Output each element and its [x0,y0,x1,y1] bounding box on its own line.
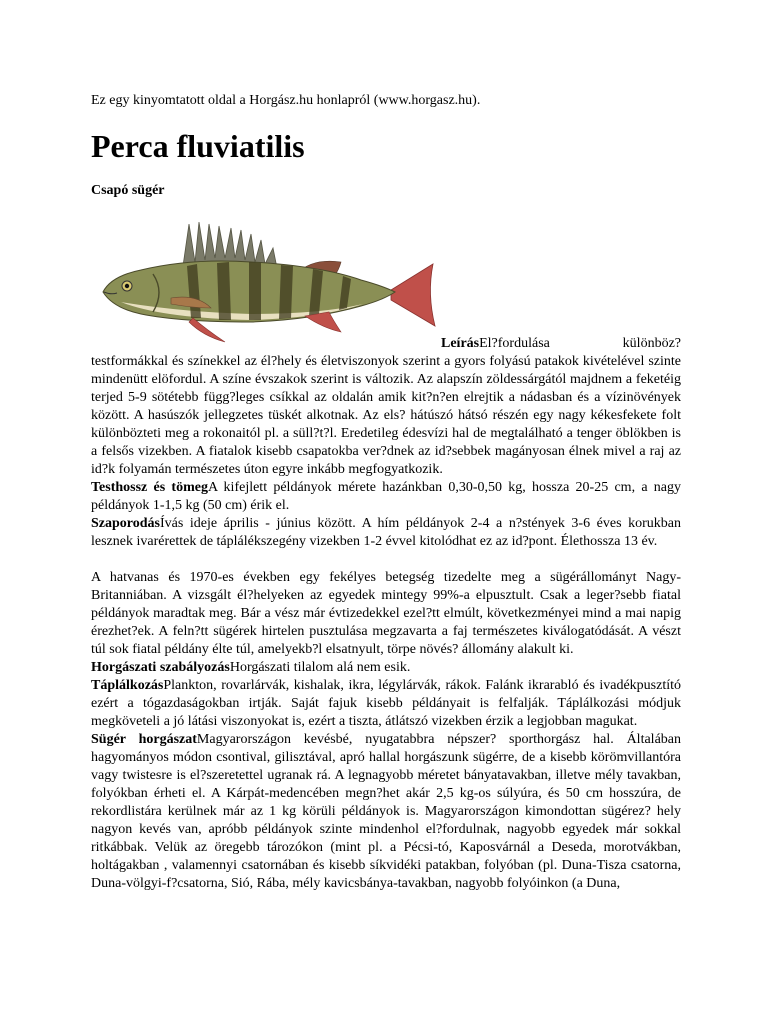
anal-fin [305,312,341,332]
tail-fin [391,264,435,326]
source-note: Ez egy kinyomtatott oldal a Horgász.hu honlapról (www.horgasz.hu). [91,93,481,108]
feeding-paragraph [91,677,681,731]
description-heading: Leírás [441,336,480,351]
article-body [91,335,681,893]
reproduction-text: Ívás ideje április - június között. A hím példányok 2-4 a n?stények 3-6 éves korukban lesznek ivarérettek de táplálékszegény vizekben 1-2 évvel kitolódhat ez az id?pont. Élethossza 13 év. [91,516,681,549]
size-heading: Testhossz és tömeg [91,480,208,495]
size-text: A kifejlett példányok mérete hazánkban 0,30-0,50 kg, hossza 20-25 cm, a nagy példányok 1-1,5 kg (50 cm) érik el. [91,480,681,513]
feeding-text: Plankton, rovarlárvák, kishalak, ikra, légylárvák, rákok. Falánk ikrarabló és ivadékpusztító ezért a tógazdaságokban irtják. Saját fajuk kisebb példányait is felfalják. Táplálkozási módjuk megköveteli a jó látási viszonyokat is, ezért a tiszta, átlátszó vizekben érzik a legjobban magukat. [91,678,681,729]
page-title: Perca fluviatilis [91,128,305,164]
reproduction-paragraph [91,515,681,551]
history-text: A hatvanas és 1970-es években egy fekélyes betegség tizedelte meg a sügérállományt Nagy-Britanniában. A vizsgált él?helyeken az egyedek mintegy 99%-a elpusztult. Csak a leger?sebb fiatal példányok maradtak meg. Bár a vész már évtizedekkel ezel?tt elmúlt, következményei mind a mai napig érezhet?ek. A feln?tt sügérek hirtelen pusztulása megzavarta a faj természetes kiválogatódását. A vészt túl sok fiatal példány élte túl, amelyekb?l elsatnyult, törpe növés? állomány alakult ki. [91,570,681,657]
regulation-text: Horgászati tilalom alá nem esik. [229,660,411,675]
fishing-text: Magyarországon kevésbé, nyugatabbra népszer? sporthorgász hal. Általában hagyományos módon csontival, gilisztával, apró hallal horgászunk sügérre, de a kisebb körömvillantóra vagy twistesre is el?szeretettel ugranak rá. A legnagyobb méretet bányatavakban, illetve mély tavakban, folyókban érheti el. A Kárpát-medencében megn?het akár 2,5 kg-os súlyúra, és 50 cm hosszúra, de rekordlistára kerülnek már az 1 kg körüli példányok is. Magyarországon kimondottan sügérez? hely nagyon kevés van, apróbb példányok szinte mindenhol el?fordulnak, nagyobb egyedek már sokkal ritkábbak. Velük az öregebb tározókon (mint pl. a Pécsi-tó, Kaposvárnál a Deseda, morotvákban, holtágakban , valamennyi csatornában és kisebb síkvidéki patakban, folyóban (pl. Duna-Tisza csatorna, Duna-völgyi-f?csatorna, Sió, Rába, mély kavicsbánya-tavakban, nagyobb folyóinkon (a Duna, [91,732,681,891]
description-text: El?fordulása különböz? testformákkal és színekkel az él?hely és életviszonyok szerint a gyors folyású patakok kivételével szinte mindenütt elöfordul. A színe évszakok szerint is változik. Az alapszín zöldessárgától majdnem a feketéig terjed 5-9 sötétebb függ?leges csíkkal az oldalán amik kit?n?en elrejtik a nádasban és a vízinövények között. A hasúszók jellegzetes tüskét alkotnak. Az els? hátúszó hátsó részén egy nagy kékesfekete folt különbözteti meg a rokonaitól pl. a süll?t?l. Eredetileg édesvízi hal de megtalálható a tenger öblökben is a felsős vizekben. A fiatalok kisebb csapatokba ver?dnek az id?sebbek magányosan élnek mivel a raj az id?k folyamán természetes úton egyre inkább megfogyatkozik. [91,336,681,477]
fishing-heading: Sügér horgászat [91,732,197,747]
reproduction-heading: Szaporodás [91,516,160,531]
history-paragraph [91,569,681,659]
size-paragraph [91,479,681,515]
feeding-heading: Táplálkozás [91,678,164,693]
perch-fish-illustration [101,218,441,346]
regulation-paragraph [91,659,681,677]
common-name-subtitle: Csapó sügér [91,183,165,198]
fishing-paragraph [91,731,681,893]
description-paragraph [91,335,681,479]
regulation-heading: Horgászati szabályozás [91,660,230,675]
